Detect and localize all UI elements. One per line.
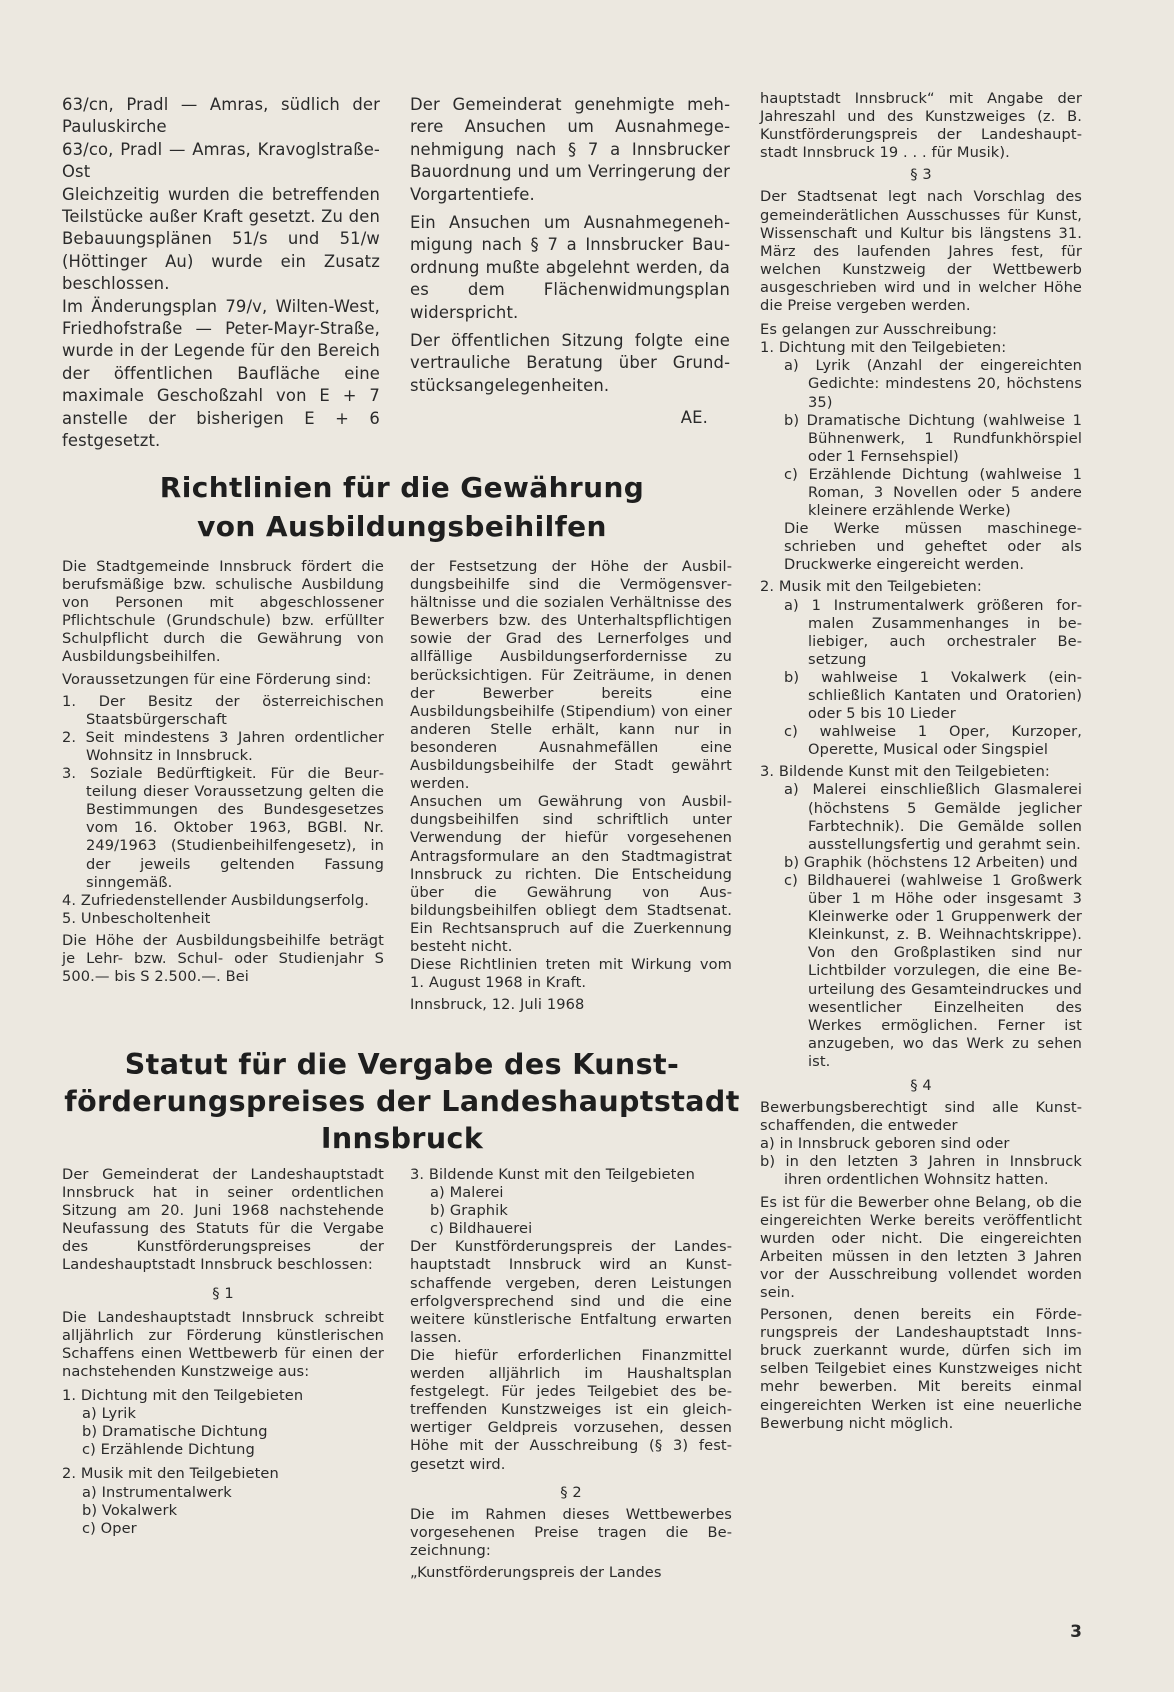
list-subitem: b) Vokalwerk: [82, 1501, 178, 1519]
paragraph: Der Gemeinderat genehmigte mehrere Ansuchen um Ausnahmegenehmigung nach § 7 a Innsbrucker Bauordnung und um Verringerung der Vorgartentiefe.: [410, 95, 730, 204]
statut-col2: [410, 1166, 732, 1582]
heading-statut: [62, 1046, 742, 1157]
richtlinien-col1: [62, 558, 384, 986]
paragraph: Die hiefür erforderlichen Finanzmittel werden alljährlich im Haushaltsplan festgelegt. Für jedes Teilgebiet des betreffenden Kunstzweiges ist ein gleichwertiger Geldpreis vorzusehen, dessen Höhe mit der Ausschreibung (§ 3) festgesetzt wird.: [410, 1346, 732, 1473]
list-item: 1. Dichtung mit den Teilgebieten:: [760, 339, 1007, 357]
richtlinien-col2: [410, 558, 732, 1014]
list-item: 2. Seit mindestens 3 Jahren ordentlicher Wohnsitz in Innsbruck.: [62, 728, 384, 764]
list-subitem: b) wahlweise 1 Vokalwerk (einschließlich Kantaten und Oratorien) oder 5 bis 10 Lieder: [784, 668, 1082, 723]
paragraph: Der Stadtsenat legt nach Vorschlag des gemeinderätlichen Ausschusses für Kunst, Wissenschaft und Kultur bis längstens 31. März des laufenden Jahres fest, für welchen Kunstzweig der Wettbewerb ausgeschrieben wird und in welcher Höhe die Preise vergeben werden.: [760, 188, 1082, 315]
heading-line: Richtlinien für die Gewährung: [159, 471, 645, 504]
paragraph: Die Landeshauptstadt Innsbruck schreibt alljährlich zur Förderung künstlerischen Schaffens einen Wettbewerb für einen der nachstehenden Kunstzweige aus:: [62, 1308, 384, 1380]
paragraph: Die Höhe der Ausbildungsbeihilfe beträgt je Lehr- bzw. Schul- oder Studienjahr S 500.— bis S 2.500.—. Bei: [62, 931, 384, 986]
list-subitem: b) Dramatische Dichtung (wahlweise 1 Bühnenwerk, 1 Rundfunkhörspiel oder 1 Fernsehspiel): [784, 411, 1082, 465]
list-item: 3. Bildende Kunst mit den Teilgebieten:: [760, 763, 1050, 781]
heading-line: Innsbruck: [320, 1122, 484, 1155]
paragraph: hauptstadt Innsbruck“ mit Angabe der Jahreszahl und des Kunstzweiges (z. B. Kunstförderungspreis der Landeshauptstadt Innsbruck 19 . . . für Musik).: [760, 90, 1082, 162]
list-subitem: b) Graphik: [430, 1202, 508, 1220]
list-item: 1. Der Besitz der österreichischen Staatsbürgerschaft: [62, 692, 384, 728]
list-item: 2. Musik mit den Teilgebieten: [62, 1465, 279, 1483]
heading-line: Statut für die Vergabe des Kunst-: [124, 1048, 680, 1081]
paragraph: Diese Richtlinien treten mit Wirkung vom 1. August 1968 in Kraft.: [410, 956, 732, 992]
list-subitem: a) Malerei: [430, 1184, 504, 1202]
list-subitem: b) Graphik (höchstens 12 Arbeiten) und: [784, 853, 1078, 871]
list-subitem: a) 1 Instrumentalwerk größeren formalen Zusammenhanges in beliebiger, auch orchestraler Besetzung: [784, 596, 1082, 668]
paragraph: Der öffentlichen Sitzung folgte eine vertrauliche Beratung über Grundstücksangelegenheiten.: [410, 331, 730, 395]
page-number: 3: [1070, 1622, 1082, 1642]
heading-line: förderungspreises der Landeshauptstadt: [64, 1085, 740, 1118]
list-subitem: a) Instrumentalwerk: [82, 1483, 232, 1501]
list-item: 4. Zufriedenstellender Ausbildungserfolg.: [62, 891, 369, 909]
list-subitem: b) Dramatische Dichtung: [82, 1423, 268, 1441]
section-mark: § 3: [910, 166, 932, 184]
paragraph: Die Stadtgemeinde Innsbruck fördert die berufsmäßige bzw. schulische Ausbildung von Personen mit abgeschlossener Pflichtschule (Grundschule) bzw. erfüllter Schulpflicht durch die Gewährung von Ausbildungsbeihilfen.: [62, 558, 384, 666]
list-subitem: a) Lyrik (Anzahl der eingereichten Gedichte: mindestens 20, höchstens 35): [784, 357, 1082, 411]
list-item: 3. Bildende Kunst mit den Teilgebieten: [410, 1166, 695, 1183]
paragraph: Ein Ansuchen um Ausnahmegenehmigung nach § 7 a Innsbrucker Bauordnung mußte abgelehnt werden, da es dem Flächenwidmungsplan widerspricht.: [410, 213, 730, 322]
paragraph: 63/co, Pradl — Amras, Kravoglstraße-Ost: [62, 139, 380, 182]
paragraph: 63/cn, Pradl — Amras, südlich der Pauluskirche: [62, 95, 380, 137]
date-line: Innsbruck, 12. Juli 1968: [410, 996, 585, 1014]
paragraph: Gleichzeitig wurden die betreffenden Teilstücke außer Kraft gesetzt. Zu den Bebauungsplänen 51/s und 51/w (Höttinger Au) wurde ein Zusatz beschlossen.: [62, 184, 380, 294]
list-item: 3. Soziale Bedürftigkeit. Für die Beurteilung dieser Voraussetzung gelten die Bestimmungen des Bundesgesetzes vom 16. Oktober 1963, BGBl. Nr. 249/1963 (Studienbeihilfengesetz), in der jeweils geltenden Fassung sinngemäß.: [62, 765, 384, 891]
paragraph: Bewerbungsberechtigt sind alle Kunstschaffenden, die entweder: [760, 1099, 1082, 1135]
list-item: b) in den letzten 3 Jahren in Innsbruck ihren ordentlichen Wohnsitz hatten.: [760, 1153, 1082, 1189]
list-subitem: a) Malerei einschließlich Glasmalerei (höchstens 5 Gemälde jeglicher Farbtechnik). Die Gemälde sollen ausstellungsfertig und gerahmt sein.: [784, 781, 1082, 853]
statut-col1: [62, 1166, 384, 1538]
heading-richtlinien: [62, 468, 742, 546]
section-mark: § 1: [212, 1284, 234, 1302]
paragraph: Voraussetzungen für eine Förderung sind:: [62, 670, 372, 688]
list-item: a) in Innsbruck geboren sind oder: [760, 1135, 1010, 1153]
list-subitem: c) wahlweise 1 Oper, Kurzoper, Operette, Musical oder Singspiel: [784, 723, 1082, 759]
paragraph: Im Änderungsplan 79/v, Wilten-West, Friedhofstraße — Peter-Mayr-Straße, wurde in der Legende für den Bereich der öffentlichen Baufläche eine maximale Geschoßzahl von E + 7 anstelle der bisherigen E + 6 festgesetzt.: [62, 296, 380, 451]
paragraph: Es gelangen zur Ausschreibung:: [760, 321, 997, 339]
paragraph: der Festsetzung der Höhe der Ausbildungsbeihilfe sind die Vermögensverhältnisse und die sozialen Verhältnisse des Bewerbers bzw. des Unterhaltspflichtigen sowie der Grad des Lernerfolges und allfällige Ausbildungserfordernisse zu berücksichtigen. Für Zeiträume, in denen der Bewerber bereits eine Ausbildungsbeihilfe (Stipendium) von einer anderen Stelle erhält, kann nur in besonderen Ausnahmefällen eine Ausbildungsbeihilfe der Stadt gewährt werden.: [410, 558, 732, 793]
list-item: 1. Dichtung mit den Teilgebieten: [62, 1387, 304, 1405]
col2-top: [410, 94, 730, 430]
paragraph: Ansuchen um Gewährung von Ausbildungsbeihilfen sind schriftlich unter Verwendung der hiefür vorgesehenen Antragsformulare an den Stadtmagistrat Innsbruck zu richten. Die Entscheidung über die Gewährung von Ausbildungsbeihilfen obliegt dem Stadtsenat. Ein Rechtsanspruch auf die Zuerkennung besteht nicht.: [410, 793, 732, 955]
section-mark: § 4: [910, 1076, 932, 1094]
author-sign: AE.: [680, 408, 708, 428]
paragraph: Die Werke müssen maschinegeschrieben und geheftet oder als Druckwerke eingereicht werden.: [784, 520, 1082, 574]
heading-line: von Ausbildungsbeihilfen: [197, 510, 607, 543]
list-subitem: c) Bildhauerei (wahlweise 1 Großwerk über 1 m Höhe oder insgesamt 3 Kleinwerke oder 1 Gruppenwerk der Kleinkunst, z. B. Weihnachtskrippe). Von den Großplastiken sind nur Lichtbilder vorzulegen, die eine Beurteilung des Gesamteindruckes und wesentlicher Einzelheiten des Werkes ermöglichen. Ferner ist anzugeben, wo das Werk zu sehen ist.: [784, 871, 1082, 1070]
list-subitem: a) Lyrik: [82, 1405, 137, 1423]
paragraph: Der Gemeinderat der Landeshauptstadt Innsbruck hat in seiner ordentlichen Sitzung am 20. Juni 1968 nachstehende Neufassung des Statuts für die Vergabe des Kunstförderungspreises der Landeshauptstadt Innsbruck beschlossen:: [62, 1166, 384, 1274]
paragraph: „Kunstförderungspreis der Landes: [410, 1563, 662, 1581]
list-item: 5. Unbescholtenheit: [62, 909, 211, 927]
paragraph: Die im Rahmen dieses Wettbewerbes vorgesehenen Preise tragen die Bezeichnung:: [410, 1505, 732, 1559]
list-subitem: c) Erzählende Dichtung (wahlweise 1 Roman, 3 Novellen oder 5 andere kleinere erzählende Werke): [784, 465, 1082, 520]
paragraph: Personen, denen bereits ein Förderungspreis der Landeshauptstadt Innsbruck zuerkannt wurde, dürfen sich im selben Teilgebiet eines Kunstzweiges nicht mehr bewerben. Mit bereits einmal eingereichten Werken ist eine neuerliche Bewerbung nicht möglich.: [760, 1306, 1082, 1432]
section-mark: § 2: [560, 1483, 582, 1501]
list-item: 2. Musik mit den Teilgebieten:: [760, 578, 982, 596]
paragraph: Es ist für die Bewerber ohne Belang, ob die eingereichten Werke bereits veröffentlicht wurden oder nicht. Die eingereichten Arbeiten müssen in den letzten 3 Jahren vor der Ausschreibung vollendet worden sein.: [760, 1193, 1082, 1301]
list-subitem: c) Oper: [82, 1519, 137, 1537]
col3: [760, 90, 1082, 1433]
list-subitem: c) Bildhauerei: [430, 1220, 533, 1238]
paragraph: Der Kunstförderungspreis der Landeshauptstadt Innsbruck wird an Kunstschaffende vergeben, deren Leistungen erfolgversprechend sind und die eine weitere künstlerische Entfaltung erwarten lassen.: [410, 1238, 732, 1346]
list-subitem: c) Erzählende Dichtung: [82, 1441, 255, 1459]
col1-top: [62, 94, 380, 453]
